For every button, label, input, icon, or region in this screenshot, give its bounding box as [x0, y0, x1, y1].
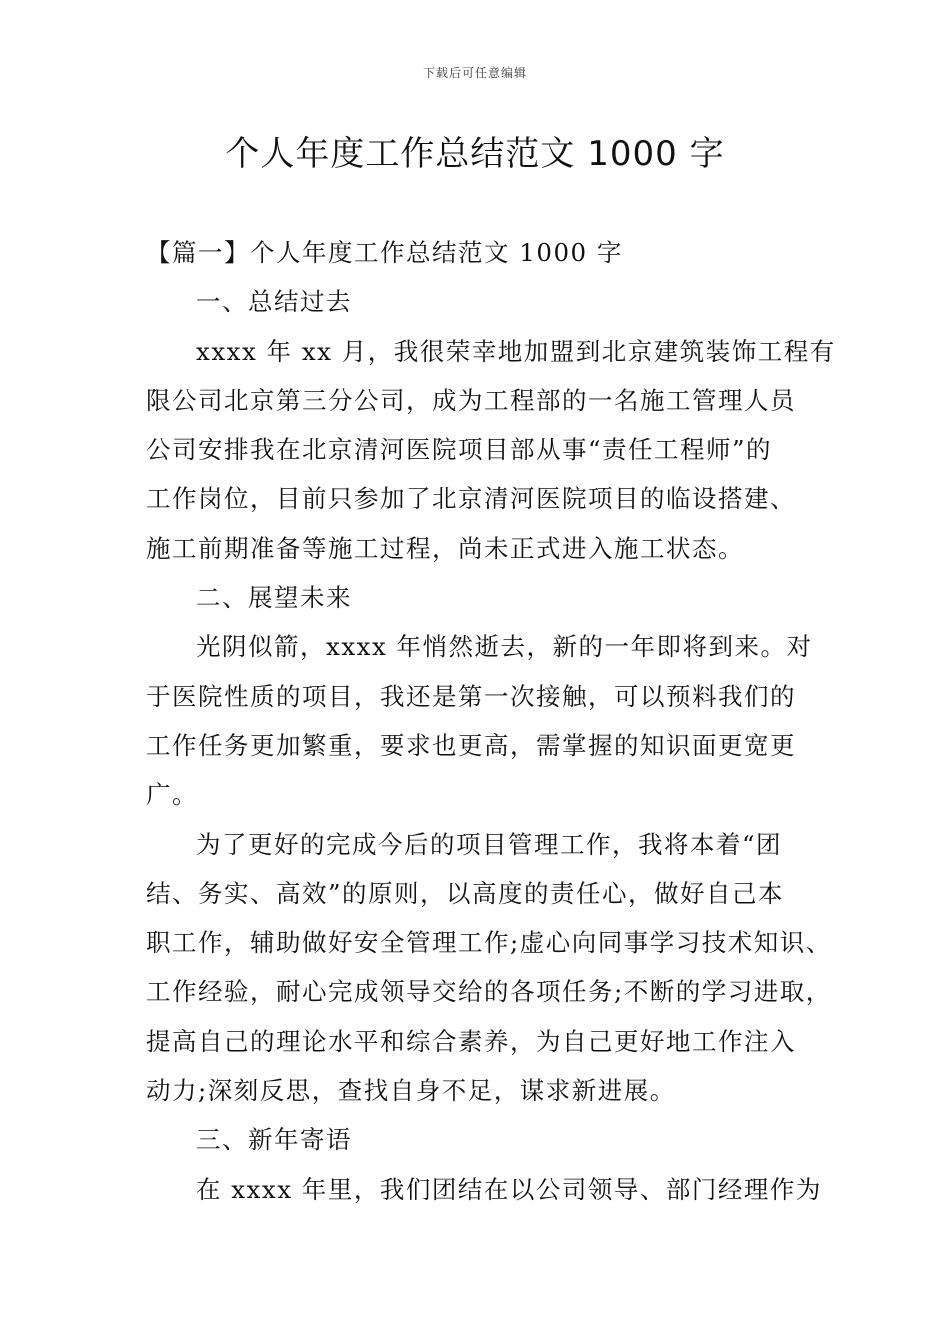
subheading-summary-past: 一、总结过去 — [196, 287, 352, 317]
paragraph-line: 工作岗位，目前只参加了北京清河医院项目的临设搭建、 — [146, 484, 796, 514]
subheading-future-outlook: 二、展望未来 — [196, 583, 352, 613]
paragraph-line: xxxx 年 xx 月，我很荣幸地加盟到北京建筑装饰工程有 — [196, 336, 836, 366]
subheading-new-year-message: 三、新年寄语 — [196, 1125, 352, 1155]
document-body — [146, 228, 836, 1214]
paragraph-line: 公司安排我在北京清河医院项目部从事“责任工程师”的 — [146, 435, 773, 465]
paragraph-line: 工作经验，耐心完成领导交给的各项任务;不断的学习进取， — [146, 977, 832, 1007]
paragraph-line: 职工作，辅助做好安全管理工作;虚心向同事学习技术知识、 — [146, 928, 832, 958]
section-heading-part-one: 【篇一】个人年度工作总结范文 1000 字 — [146, 238, 623, 267]
document-title: 个人年度工作总结范文 1000 字 — [225, 134, 725, 174]
paragraph-line: 于医院性质的项目，我还是第一次接触，可以预料我们的 — [146, 681, 796, 711]
paragraph-line: 工作任务更加繁重，要求也更高，需掌握的知识面更宽更 — [146, 730, 796, 760]
header-note: 下载后可任意编辑 — [422, 66, 527, 80]
paragraph-line: 广。 — [146, 780, 198, 810]
paragraph-line: 动力;深刻反思，查找自身不足，谋求新进展。 — [146, 1076, 676, 1106]
paragraph-line: 提高自己的理论水平和综合素养，为自己更好地工作注入 — [146, 1026, 796, 1056]
paragraph-line: 结、务实、高效”的原则，以高度的责任心，做好自己本 — [146, 878, 785, 908]
paragraph-line: 在 xxxx 年里，我们团结在以公司领导、部门经理作为 — [196, 1174, 822, 1204]
paragraph-line: 光阴似箭，xxxx 年悄然逝去，新的一年即将到来。对 — [196, 632, 813, 662]
paragraph-line: 施工前期准备等施工过程，尚未正式进入施工状态。 — [146, 533, 744, 563]
paragraph-line: 限公司北京第三分公司，成为工程部的一名施工管理人员 — [146, 385, 796, 415]
paragraph-line: 为了更好的完成今后的项目管理工作，我将本着“团 — [196, 829, 783, 859]
